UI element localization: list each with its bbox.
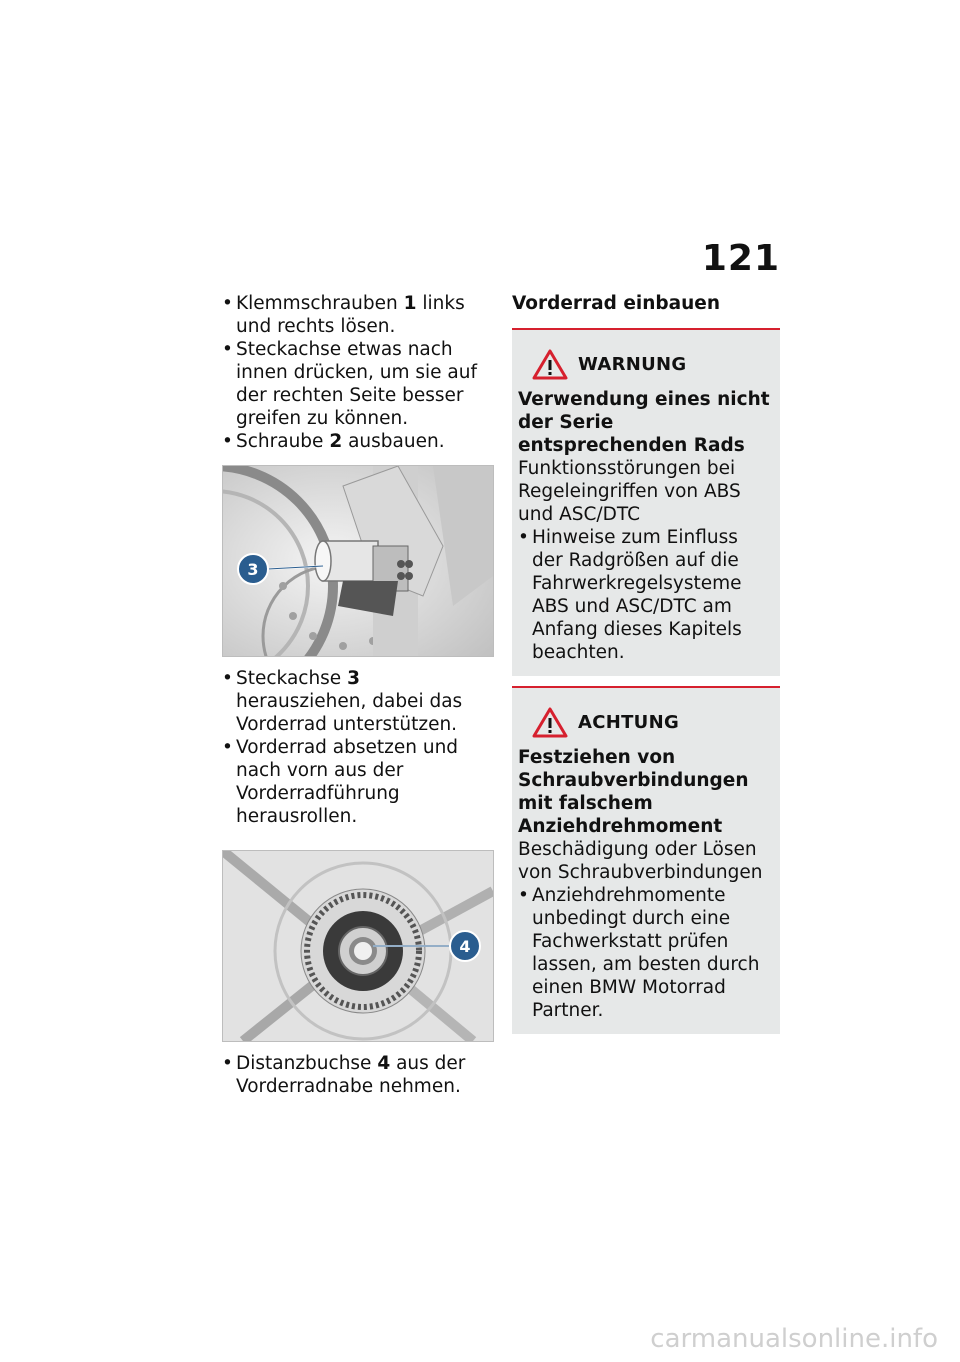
axle-photo (222, 465, 494, 657)
hub-photo (222, 850, 494, 1042)
section-title: Vorderrad einbauen (512, 293, 721, 314)
list-item: • Anziehdrehmomente unbedingt durch eine Fachwerkstatt prüfen lassen, am besten durch einen BMW Motorrad Partner. (518, 884, 774, 1022)
list-item: • Steckachse etwas nach innen drücken, um sie auf der rechten Seite besser greifen zu können. (222, 338, 494, 430)
warning-box (512, 328, 780, 676)
list-item: • Vorderrad absetzen und nach vorn aus der Vorderradführung herausrollen. (222, 736, 494, 828)
warning-triangle-icon (532, 348, 568, 380)
warning-bullets (518, 526, 774, 664)
caution-triangle-icon (532, 706, 568, 738)
watermark: carmanualsonline.info (650, 1324, 938, 1354)
right-column (512, 292, 780, 1044)
warning-label: WARNUNG (578, 353, 687, 375)
warning-text: Funktionsstörungen bei Regeleingriffen von ABS und ASC/DTC (518, 458, 741, 525)
list-item: • Steckachse 3 herausziehen, dabei das Vorderrad unterstützen. (222, 667, 494, 736)
list-item: • Distanzbuchse 4 aus der Vorderradnabe nehmen. (222, 1052, 494, 1098)
callout-number: 4 (459, 937, 471, 956)
page-number: 121 (701, 238, 780, 279)
list-item: • Schraube 2 ausbauen. (222, 430, 494, 453)
steps-list-a (222, 292, 494, 453)
warning-header (532, 346, 774, 382)
steps-list-c (222, 1052, 494, 1098)
callout-number: 3 (247, 560, 259, 579)
left-column (222, 292, 494, 1098)
caution-text: Beschädigung oder Lösen von Schraubverbindungen (518, 839, 763, 883)
steps-list-b (222, 667, 494, 828)
caution-label: ACHTUNG (578, 711, 680, 733)
caution-bullets (518, 884, 774, 1022)
caution-box (512, 686, 780, 1034)
caution-header (532, 704, 774, 740)
list-item: • Hinweise zum Einfluss der Radgrößen auf die Fahrwerkregelsysteme ABS und ASC/DTC am Anfang dieses Kapitels beachten. (518, 526, 774, 664)
warning-subtitle: Verwendung eines nicht der Serie entsprechenden Rads (518, 389, 770, 456)
list-item: • Klemmschrauben 1 links und rechts lösen. (222, 292, 494, 338)
caution-subtitle: Festziehen von Schraubverbindungen mit falschem Anziehdrehmoment (518, 747, 749, 837)
